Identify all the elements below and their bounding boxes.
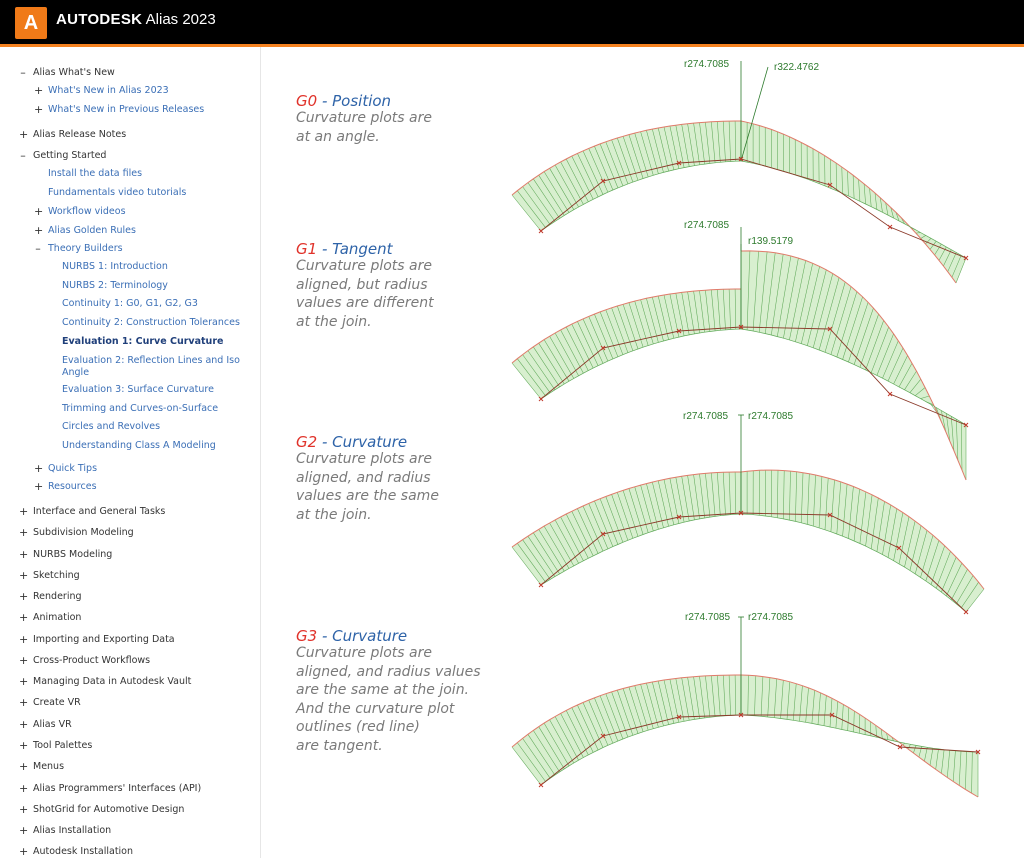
expand-plus-icon[interactable]: + bbox=[19, 718, 29, 731]
section-description-g1 bbox=[296, 257, 434, 331]
toc-item-label: Quick Tips bbox=[48, 463, 98, 474]
continuity-name: - Curvature bbox=[317, 433, 408, 451]
description-line: aligned, and radius values bbox=[296, 663, 481, 680]
description-line: values are different bbox=[296, 295, 434, 311]
brand-name: AUTODESK bbox=[56, 11, 143, 28]
expand-plus-icon[interactable]: + bbox=[19, 782, 29, 795]
curvature-fill bbox=[512, 121, 741, 231]
continuity-level: G1 bbox=[296, 240, 318, 258]
radius-label-right: r139.5179 bbox=[748, 236, 794, 247]
toc-item-importing-and-exporting-data[interactable] bbox=[19, 633, 175, 646]
toc-item-cross-product-workflows[interactable] bbox=[19, 654, 151, 667]
control-point-icon bbox=[888, 392, 892, 396]
description-line: values are the same bbox=[296, 488, 439, 504]
toc-item-label: Create VR bbox=[33, 697, 81, 708]
toc-item-alias-installation[interactable] bbox=[19, 824, 112, 837]
toc-item-subdivision-modeling[interactable] bbox=[19, 526, 134, 539]
toc-item-workflow-videos[interactable] bbox=[34, 205, 126, 218]
toc-item-evaluation-3-surface-curvature[interactable] bbox=[62, 384, 214, 396]
product-title bbox=[56, 11, 216, 28]
toc-item-label: Tool Palettes bbox=[33, 740, 93, 751]
radius-label-right: r274.7085 bbox=[748, 411, 794, 422]
toc-item-label: Interface and General Tasks bbox=[33, 506, 166, 517]
toc-item-what-s-new-in-alias-2023[interactable] bbox=[34, 84, 169, 97]
toc-item-label: Continuity 1: G0, G1, G2, G3 bbox=[62, 298, 198, 309]
expand-plus-icon[interactable]: + bbox=[19, 611, 29, 624]
curvature-plot-g0 bbox=[512, 59, 968, 283]
curvature-plot-g2 bbox=[512, 411, 984, 614]
expand-plus-icon[interactable]: + bbox=[19, 803, 29, 816]
expand-plus-icon[interactable]: + bbox=[19, 845, 29, 858]
toc-item-label: ShotGrid for Automotive Design bbox=[33, 804, 185, 815]
section-title-g2 bbox=[296, 433, 407, 451]
expand-plus-icon[interactable]: + bbox=[34, 224, 44, 237]
expand-plus-icon[interactable]: + bbox=[34, 480, 44, 493]
expand-plus-icon[interactable]: + bbox=[19, 739, 29, 752]
toc-item-label: Understanding Class A Modeling bbox=[62, 440, 216, 451]
toc-item-label: What's New in Previous Releases bbox=[48, 104, 205, 115]
control-point-icon bbox=[888, 225, 892, 229]
toc-item-label: Rendering bbox=[33, 591, 82, 602]
toc-item-label: Subdivision Modeling bbox=[33, 527, 134, 538]
toc-item-what-s-new-in-previous-releases[interactable] bbox=[34, 103, 205, 116]
toc-item-alias-vr[interactable] bbox=[19, 718, 72, 731]
expand-plus-icon[interactable]: + bbox=[19, 696, 29, 709]
collapse-minus-icon[interactable]: – bbox=[20, 66, 26, 79]
toc-item-understanding-class-a-modeling[interactable] bbox=[62, 440, 216, 452]
continuity-level: G0 bbox=[296, 92, 318, 110]
toc-item-quick-tips[interactable] bbox=[34, 462, 98, 475]
toc-item-label: Alias Installation bbox=[33, 825, 112, 836]
toc-item-label: Menus bbox=[33, 761, 65, 772]
toc-item-theory-builders[interactable] bbox=[35, 242, 123, 255]
toc-item-sketching[interactable] bbox=[19, 569, 80, 582]
expand-plus-icon[interactable]: + bbox=[34, 205, 44, 218]
radius-label-left: r274.7085 bbox=[684, 59, 730, 70]
toc-item-label: What's New in Alias 2023 bbox=[48, 85, 169, 96]
radius-label-right: r274.7085 bbox=[748, 612, 794, 623]
toc-item-tool-palettes[interactable] bbox=[19, 739, 93, 752]
toc-item-alias-golden-rules[interactable] bbox=[34, 224, 136, 237]
continuity-name: - Curvature bbox=[317, 627, 408, 645]
description-line: Curvature plots are bbox=[296, 451, 432, 467]
toc-item-label: Alias Programmers' Interfaces (API) bbox=[33, 783, 202, 794]
expand-plus-icon[interactable]: + bbox=[19, 760, 29, 773]
description-line: are tangent. bbox=[296, 737, 383, 754]
section-description-g0 bbox=[296, 109, 432, 146]
toc-item-continuity-2-construction-tolerances[interactable] bbox=[62, 317, 240, 329]
expand-plus-icon[interactable]: + bbox=[19, 569, 29, 582]
toc-item-nurbs-modeling[interactable] bbox=[19, 548, 113, 561]
expand-plus-icon[interactable]: + bbox=[19, 824, 29, 837]
description-line: Curvature plots are bbox=[296, 645, 432, 661]
toc-item-label: Continuity 2: Construction Tolerances bbox=[62, 317, 240, 328]
toc-item-alias-release-notes[interactable] bbox=[19, 128, 127, 141]
toc-item-autodesk-installation[interactable] bbox=[19, 845, 134, 858]
toc-item-getting-started[interactable] bbox=[20, 149, 107, 162]
description-line: aligned, but radius bbox=[296, 276, 428, 293]
radius-label-left: r274.7085 bbox=[685, 612, 731, 623]
curvature-fill bbox=[741, 675, 978, 797]
radius-label-right: r322.4762 bbox=[774, 62, 820, 73]
toc-item-label: Alias Release Notes bbox=[33, 129, 127, 140]
expand-plus-icon[interactable]: + bbox=[34, 84, 44, 97]
toc-item-animation[interactable] bbox=[19, 611, 82, 624]
radius-label-left: r274.7085 bbox=[684, 220, 730, 231]
toc-item-label: Importing and Exporting Data bbox=[33, 634, 175, 645]
toc-item-install-the-data-files[interactable] bbox=[48, 168, 142, 180]
toc-item-label: Cross-Product Workflows bbox=[33, 655, 151, 666]
toc-item-alias-what-s-new[interactable] bbox=[20, 66, 115, 79]
toc-item-label: Autodesk Installation bbox=[33, 846, 134, 857]
toc-item-label-continued: Angle bbox=[62, 367, 90, 378]
curvature-fill bbox=[512, 289, 741, 399]
toc-item-label: Evaluation 3: Surface Curvature bbox=[62, 384, 214, 395]
toc-item-label: Alias VR bbox=[33, 719, 72, 730]
radius-label-left: r274.7085 bbox=[683, 411, 729, 422]
description-line: at the join. bbox=[296, 506, 372, 523]
main-content bbox=[262, 47, 1024, 858]
toc-item-circles-and-revolves[interactable] bbox=[62, 421, 160, 433]
toc-item-label: Getting Started bbox=[33, 150, 107, 161]
continuity-level: G2 bbox=[296, 433, 318, 451]
continuity-name: - Tangent bbox=[317, 240, 393, 258]
continuity-level: G3 bbox=[296, 627, 318, 645]
section-description-g2 bbox=[296, 450, 439, 524]
toc-item-resources[interactable] bbox=[34, 480, 97, 493]
toc-item-shotgrid-for-automotive-design[interactable] bbox=[19, 803, 185, 816]
toc-item-trimming-and-curves-on-surface[interactable] bbox=[62, 403, 218, 415]
toc-item-label: Evaluation 1: Curve Curvature bbox=[62, 336, 224, 347]
expand-plus-icon[interactable]: + bbox=[19, 654, 29, 667]
toc-item-label: Workflow videos bbox=[48, 206, 126, 217]
autodesk-logo-icon[interactable] bbox=[15, 7, 47, 39]
expand-plus-icon[interactable]: + bbox=[19, 675, 29, 688]
expand-plus-icon[interactable]: + bbox=[19, 526, 29, 539]
expand-plus-icon[interactable]: + bbox=[19, 548, 29, 561]
expand-plus-icon[interactable]: + bbox=[34, 103, 44, 116]
toc-item-alias-programmers-interfaces-api[interactable] bbox=[19, 782, 202, 795]
toc-item-create-vr[interactable] bbox=[19, 696, 81, 709]
description-line: And the curvature plot bbox=[296, 700, 455, 717]
description-line: aligned, and radius bbox=[296, 469, 431, 486]
toc-item-label: Circles and Revolves bbox=[62, 421, 161, 432]
section-title-g3 bbox=[296, 627, 407, 645]
continuity-name: - Position bbox=[317, 92, 392, 110]
toc-item-label: Alias Golden Rules bbox=[48, 225, 136, 236]
toc-item-evaluation-1-curve-curvature[interactable] bbox=[62, 336, 223, 348]
expand-plus-icon[interactable]: + bbox=[19, 633, 29, 646]
toc-item-evaluation-2-reflection-lines-and-iso[interactable] bbox=[62, 355, 240, 379]
toc-item-nurbs-2-terminology[interactable] bbox=[62, 280, 168, 292]
collapse-minus-icon[interactable]: – bbox=[20, 149, 26, 162]
toc-item-managing-data-in-autodesk-vault[interactable] bbox=[19, 675, 192, 688]
toc-item-label: Sketching bbox=[33, 570, 80, 581]
curvature-fill bbox=[741, 251, 966, 480]
toc-item-menus[interactable] bbox=[19, 760, 65, 773]
description-line: at an angle. bbox=[296, 128, 380, 145]
description-line: Curvature plots are bbox=[296, 258, 432, 274]
toc-item-nurbs-1-introduction[interactable] bbox=[62, 261, 168, 273]
toc-item-continuity-1-g0-g1-g2-g3[interactable] bbox=[62, 298, 198, 310]
curvature-plot-g1 bbox=[512, 220, 968, 480]
toc-item-label: Trimming and Curves-on-Surface bbox=[62, 403, 219, 414]
description-line: at the join. bbox=[296, 313, 372, 330]
product-name: Alias 2023 bbox=[145, 11, 216, 28]
description-line: are the same at the join. bbox=[296, 682, 470, 698]
toc-item-label: Alias What's New bbox=[33, 67, 115, 78]
toc-item-label: Theory Builders bbox=[48, 243, 123, 254]
toc-item-label: Animation bbox=[33, 612, 82, 623]
toc-item-label: Evaluation 2: Reflection Lines and Iso bbox=[62, 355, 240, 366]
toc-item-label: NURBS Modeling bbox=[33, 549, 113, 560]
toc-item-label: Fundamentals video tutorials bbox=[48, 187, 187, 198]
curvature-plot-g3 bbox=[512, 612, 980, 797]
toc-item-fundamentals-video-tutorials[interactable] bbox=[48, 187, 186, 199]
toc-item-label: NURBS 1: Introduction bbox=[62, 261, 168, 272]
section-description-g3 bbox=[296, 644, 481, 755]
toc-item-rendering[interactable] bbox=[19, 590, 82, 603]
toc-item-label: Managing Data in Autodesk Vault bbox=[33, 676, 192, 687]
sidebar-toc bbox=[0, 47, 261, 858]
section-title-g1 bbox=[296, 240, 393, 258]
expand-plus-icon[interactable]: + bbox=[19, 505, 29, 518]
toc-item-label: NURBS 2: Terminology bbox=[62, 280, 168, 291]
expand-plus-icon[interactable]: + bbox=[19, 128, 29, 141]
expand-plus-icon[interactable]: + bbox=[19, 590, 29, 603]
logo-letter: A bbox=[23, 12, 39, 34]
toc-item-interface-and-general-tasks[interactable] bbox=[19, 505, 166, 518]
description-line: outlines (red line) bbox=[296, 719, 420, 735]
top-bar bbox=[0, 0, 1024, 44]
toc-item-label: Install the data files bbox=[48, 168, 143, 179]
description-line: Curvature plots are bbox=[296, 110, 432, 126]
collapse-minus-icon[interactable]: – bbox=[35, 242, 41, 255]
expand-plus-icon[interactable]: + bbox=[34, 462, 44, 475]
section-title-g0 bbox=[296, 92, 391, 110]
toc-item-label: Resources bbox=[48, 481, 97, 492]
